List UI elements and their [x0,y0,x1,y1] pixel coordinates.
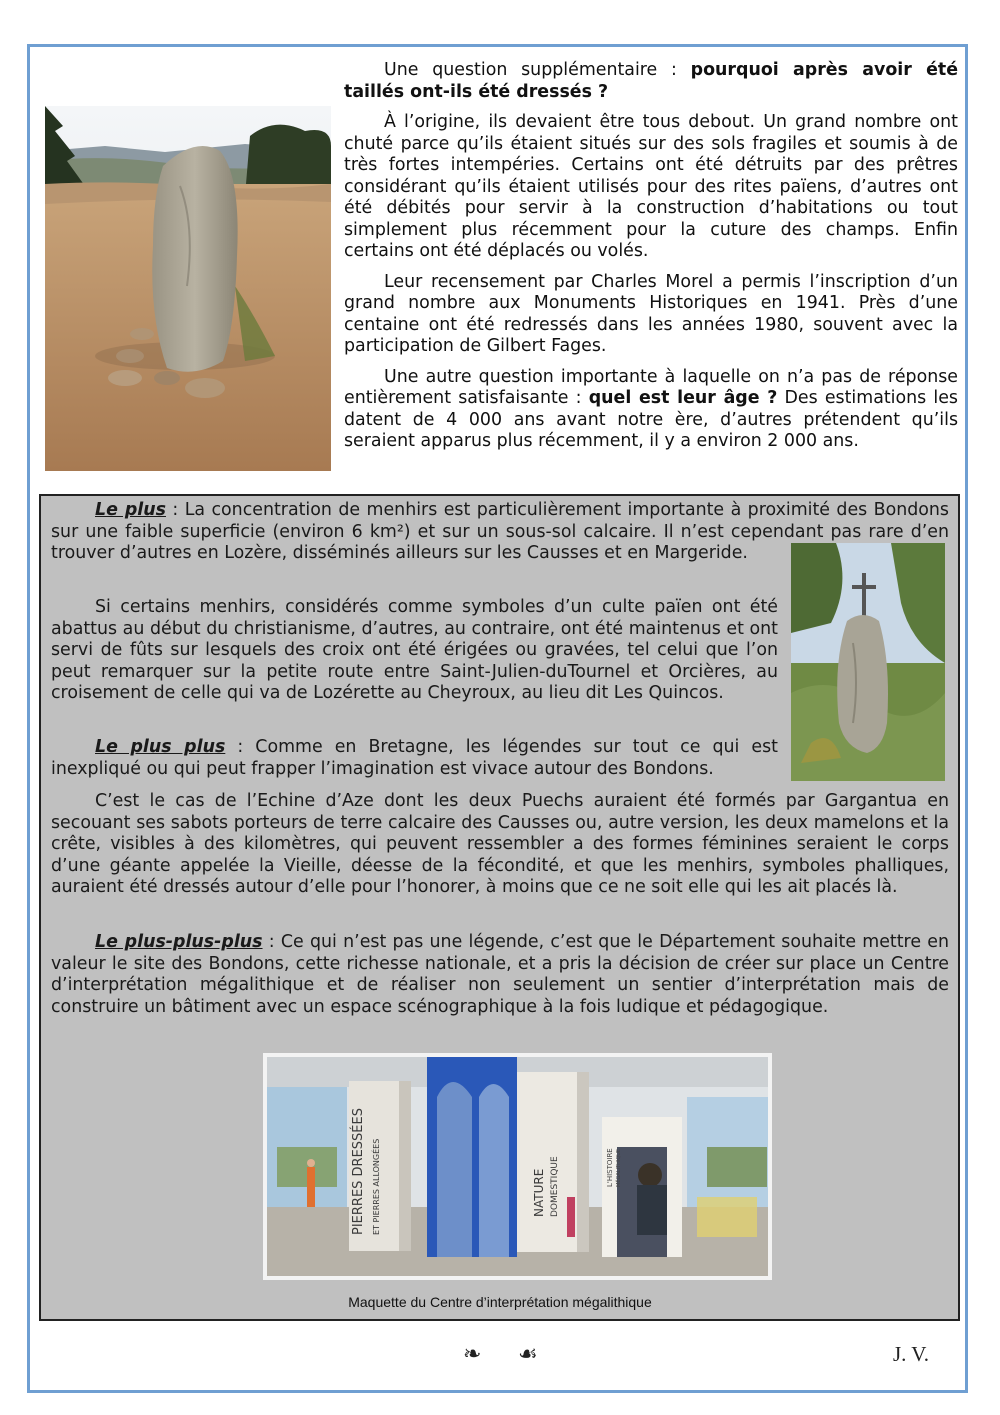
plus-section [51,500,949,565]
plus-plus-plus-heading: Le plus-plus-plus [95,932,263,952]
age-paragraph: Une autre question importante à laquelle on n’a pas de réponse entièrement satisfaisante : quel est leur âge ? Des estimations les datent de 4 000 ans avant notre ère, d’autres prétendent qu’ils seraient apparus plus récemment, il y a environ 2 000 ans. [344,366,958,451]
ornament-left: ❧ [463,1342,482,1367]
plus-plus-heading: Le plus plus [95,737,226,757]
legend-section [51,791,949,899]
model-label-pierres-sub: ET PIERRES ALLONGÉES [372,1138,381,1235]
model-label-hist-sub: MÉGALITHIQUE [616,1148,622,1187]
model-label-nature-sub: DOMESTIQUE [550,1156,560,1217]
plus-paragraph: Le plus : La concentration de menhirs est particulièrement importante à proximité des Bondons sur une faible superficie (environ 6 km²) et sur un sous-sol calcaire. Il n’est cependant pas rare d’en trouver d’autres en Lozère, disséminés ailleurs sur les Causses et en Margeride. [51,500,949,563]
plus-heading: Le plus [95,500,166,520]
census-paragraph: Leur recensement par Charles Morel a permis l’inscription d’un grand nombre aux Monuments Historiques en 1941. Près d’une centaine ont été redressés dans les années 1980, souvent avec la participation de Gilbert Fages. [344,271,958,356]
menhir-photo [45,106,331,471]
plus-plus-plus-paragraph: Le plus-plus-plus : Ce qui n’est pas une légende, c’est que le Département souhaite mettre en valeur le site des Bondons, cette richesse nationale, et a pris la décision de créer sur place un Centre d’interprétation mégalithique et de réaliser non seulement un sentier d’interprétation mais de construire un bâtiment avec un espace scénographique à la fois ludique et pédagogique. [51,932,949,1017]
plus-plus-paragraph: Le plus plus : Comme en Bretagne, les légendes sur tout ce qui est inexpliqué ou qui peut frapper l’imagination est vivace autour des Bondons. [51,737,778,779]
model-caption: Maquette du Centre d’interprétation mégalithique [348,1294,652,1310]
model-label-nature: NATURE [532,1168,546,1217]
origin-paragraph: À l’origine, ils devaient être tous debout. Un grand nombre ont chuté parce qu’ils étaient situés sur des sols fragiles et soumis à de très fortes intempéries. Certains ont été détruits par des prêtres considérant qu’ils étaient utilisés pour des rites païens, d’autres ont été débités pour servir à la construction d’habitations ou tout simplement plus récemment pour la cuture des champs. Enfin certains ont été déplacés ou volés. [344,112,958,261]
cross-paragraph-block [51,597,778,705]
menhir-cross-photo [791,543,945,781]
signature: J. V. [893,1342,930,1366]
cross-paragraph: Si certains menhirs, considérés comme symboles d’un culte païen ont été abattus au début du christianisme, d’autres, au contraire, ont été maintenus et ont servi de fûts sur lesquels des croix ont été érigées ou gravées, tel celui que l’on peut remarquer sur la petite route entre Saint-Julien-duTournel et Orcières, au croisement de celle qui va de Lozérette au Cheyroux, au lieu dit Les Quincos. [51,597,778,703]
model-label-hist: L'HISTOIRE [606,1148,614,1187]
question-paragraph: Une question supplémentaire : pourquoi après avoir été taillés ont-ils été dressés ? [344,60,958,102]
intro-text [344,60,958,462]
legend-paragraph: C’est le cas de l’Echine d’Aze dont les deux Puechs auraient été formés par Gargantua en secouant ses sabots porteurs de terre calcaire des Causses ou, autre version, les deux mamelons et la crête, visibles à des kilomètres, qui peuvent ressembler a des formes féminines seraient le corps d’une géante appelée la Vieille, déesse de la fécondité, et que les menhirs, symboles phalliques, auraient été dressés autour d’elle pour l’honorer, à moins que ce ne soit elle qui les ait placés là. [51,791,949,897]
ornament-right: ☙ [518,1342,538,1367]
model-label-pierres: PIERRES DRESSÉES [351,1108,366,1235]
plus-plus-section [51,737,778,780]
plus-plus-plus-section [51,932,949,1018]
interpretation-centre-model [263,1053,772,1280]
